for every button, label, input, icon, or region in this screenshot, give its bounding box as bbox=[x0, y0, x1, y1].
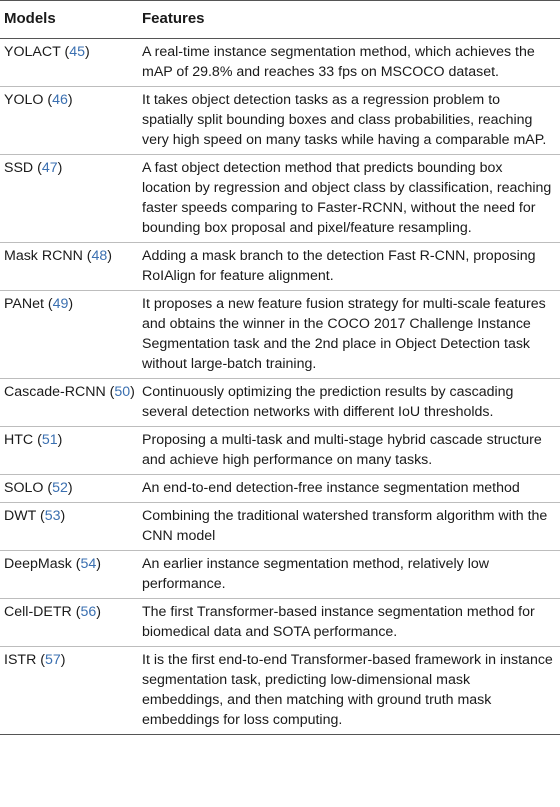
reference-link[interactable]: 52 bbox=[52, 480, 68, 496]
feature-cell: It proposes a new feature fusion strategy for multi-scale features and obtains the winner in the COCO 2017 Challenge Instance Segmentation task and the 2nd place in Object Detection task without large-batch training. bbox=[142, 291, 560, 379]
table-header bbox=[0, 1, 560, 39]
model-cell: DWT (53) bbox=[0, 503, 142, 551]
models-column-header: Models bbox=[0, 1, 142, 39]
table-row bbox=[0, 599, 560, 647]
table-row bbox=[0, 551, 560, 599]
table-row bbox=[0, 475, 560, 503]
feature-cell: An earlier instance segmentation method, relatively low performance. bbox=[142, 551, 560, 599]
table-row bbox=[0, 39, 560, 87]
feature-cell: Adding a mask branch to the detection Fast R-CNN, proposing RoIAlign for feature alignment. bbox=[142, 243, 560, 291]
feature-cell: A fast object detection method that predicts bounding box location by regression and object class by classification, reaching faster speeds comparing to Faster-RCNN, without the need for bounding box proposal and pixel/feature resampling. bbox=[142, 155, 560, 243]
table-row bbox=[0, 503, 560, 551]
model-cell: SOLO (52) bbox=[0, 475, 142, 503]
reference-link[interactable]: 45 bbox=[69, 44, 85, 60]
model-name: YOLO bbox=[4, 92, 44, 108]
reference-link[interactable]: 49 bbox=[52, 296, 69, 312]
features-column-header: Features bbox=[142, 1, 560, 39]
table-body bbox=[0, 39, 560, 735]
model-name: Cell-DETR bbox=[4, 604, 72, 620]
model-cell: PANet (49) bbox=[0, 291, 142, 379]
feature-cell: It is the first end-to-end Transformer-based framework in instance segmentation task, predicting low-dimensional mask embeddings, and then matching with ground truth mask embeddings for loss computing. bbox=[142, 647, 560, 735]
reference-link[interactable]: 46 bbox=[52, 92, 68, 108]
model-name: HTC bbox=[4, 432, 34, 448]
feature-cell: A real-time instance segmentation method, which achieves the mAP of 29.8% and reaches 33 fps on MSCOCO dataset. bbox=[142, 39, 560, 87]
model-cell: YOLACT (45) bbox=[0, 39, 142, 87]
model-cell: HTC (51) bbox=[0, 427, 142, 475]
model-name: Cascade-RCNN bbox=[4, 384, 106, 400]
table-row bbox=[0, 647, 560, 735]
header-row bbox=[0, 1, 560, 39]
table-row bbox=[0, 243, 560, 291]
table-row bbox=[0, 427, 560, 475]
model-cell: ISTR (57) bbox=[0, 647, 142, 735]
table-row bbox=[0, 155, 560, 243]
feature-cell: It takes object detection tasks as a regression problem to spatially split bounding boxes and class probabilities, reaching very high speed on many tasks while having a comparable mAP. bbox=[142, 87, 560, 155]
table-row bbox=[0, 291, 560, 379]
model-cell: SSD (47) bbox=[0, 155, 142, 243]
model-name: Mask RCNN bbox=[4, 248, 83, 264]
feature-cell: An end-to-end detection-free instance segmentation method bbox=[142, 475, 560, 503]
feature-cell: Proposing a multi-task and multi-stage hybrid cascade structure and achieve high performance on many tasks. bbox=[142, 427, 560, 475]
model-name: PANet bbox=[4, 296, 44, 312]
table-row bbox=[0, 379, 560, 427]
model-cell: DeepMask (54) bbox=[0, 551, 142, 599]
model-name: SSD bbox=[4, 160, 34, 176]
model-name: DWT bbox=[4, 508, 37, 524]
feature-cell: Combining the traditional watershed transform algorithm with the CNN model bbox=[142, 503, 560, 551]
feature-cell: The first Transformer-based instance segmentation method for biomedical data and SOTA performance. bbox=[142, 599, 560, 647]
model-cell: YOLO (46) bbox=[0, 87, 142, 155]
model-cell: Cell-DETR (56) bbox=[0, 599, 142, 647]
reference-link[interactable]: 56 bbox=[80, 604, 97, 620]
feature-cell: Continuously optimizing the prediction results by cascading several detection networks with different IoU thresholds. bbox=[142, 379, 560, 427]
reference-link[interactable]: 47 bbox=[41, 160, 58, 176]
reference-link[interactable]: 54 bbox=[80, 556, 97, 572]
model-cell: Cascade-RCNN (50) bbox=[0, 379, 142, 427]
reference-link[interactable]: 57 bbox=[45, 652, 61, 668]
reference-link[interactable]: 50 bbox=[114, 384, 131, 400]
reference-link[interactable]: 53 bbox=[44, 508, 61, 524]
table-row bbox=[0, 87, 560, 155]
model-cell: Mask RCNN (48) bbox=[0, 243, 142, 291]
model-name: SOLO bbox=[4, 480, 44, 496]
reference-link[interactable]: 51 bbox=[41, 432, 58, 448]
reference-link[interactable]: 48 bbox=[91, 248, 108, 264]
model-name: YOLACT bbox=[4, 44, 61, 60]
model-name: ISTR bbox=[4, 652, 37, 668]
model-name: DeepMask bbox=[4, 556, 72, 572]
